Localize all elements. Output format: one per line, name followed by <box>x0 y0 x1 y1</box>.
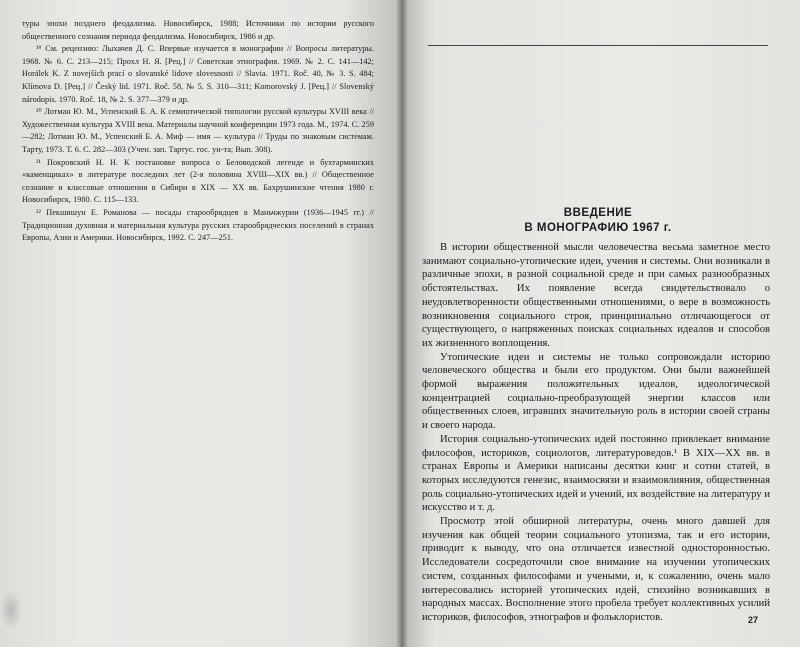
page-smudge <box>0 590 22 630</box>
footnote-continuation: туры эпохи позднего феодализма. Новосибирск, 1988; Источники по истории русского общественного сознания периода феодализма. Новосибирск, 1986 и др. <box>22 19 374 41</box>
footnote-19: ¹⁹ См. рецензию: Лыхачев Д. С. Впервые изучается в монографии // Вопросы литературы. 1968. № 6. С. 213—215; Прохл Н. Я. [Рец.] // Советская этнография. 1969. № 2. С. 141—142; Horálek K. Z novejších prací o slovanské lidove slovesnosti // Slavia. 1971. Roč. 40, № 3. S. 484; Klímova D. [Рец.] // Český lid. 1971. Roč. 58, № 5. S. 310—311; Komorovský J. [Рец.] // Slovenský národopis. 1970. Roč. 18, № 2. S. 377—379 и др. <box>22 44 374 104</box>
header-rule <box>428 45 768 46</box>
paragraph-2: Утопические идеи и системы не только сопровождали историю человеческого общества и были его продуктом. Они были важнейшей формой выражения положительных идеалов, идеологической концентрацией социально-преобразующей энергии классов или общественных слоев, игравших значительную роль в истории своей страны и своего народа. <box>422 351 770 432</box>
book-gutter <box>396 0 408 647</box>
page-number: 27 <box>748 615 759 625</box>
footnote-21: ²¹ Покровский Н. Н. К постановке вопроса о Беловодской легенде и бухтарминских «каменщиках» в литературе последних лет (2-я половина XVIII—XIX вв.) // Общественное сознание и классовые отношения в Сибири в XIX — XX вв. Бахрушинские чтения 1980 г. Новосибирск, 1980. С. 115—133. <box>22 157 374 205</box>
chapter-heading-line-2: В МОНОГРАФИЮ 1967 г. <box>524 222 672 234</box>
chapter-heading-line-1: ВВЕДЕНИЕ <box>563 207 633 219</box>
paragraph-3: История социально-утопических идей постоянно привлекает внимание философов, историков, социологов, литературоведов.¹ В XIX—XX вв. в странах Европы и Америки написаны десятки книг и сотни статей, в которых исследуются генезис, взаимосвязи и взаимовлияния, общественная роль социально-утопических идей и учений, их воздействие на литературу и искусство и т. д. <box>422 433 770 514</box>
paragraph-1: В истории общественной мысли человечества весьма заметное место занимают социально-утопические идеи, учения и системы. Они возникали в различные эпохи, в разной социальной среде и при самых разнообразных обстоятельствах. Их появление всегда свидетельствовало о неудовлетворенности общественными отношениями, о вере в возможность возникновения социального строя, принципиально отличающегося от существующего, о напряженных поисках социальных идеалов и способов их жизненного воплощения. <box>422 242 770 349</box>
footnote-22: ²² Пекшишун Е. Романова — посады старообрядцев в Маньчжурии (1936—1945 гг.) // Традиционная духовная и материальная культура русских старообрядческих поселений в странах Европы, Азии и Америки. Новосибирск, 1992. С. 247—251. <box>22 207 374 243</box>
chapter-heading <box>408 206 788 236</box>
body-text <box>422 241 770 625</box>
footnotes <box>22 18 374 245</box>
paragraph-4: Просмотр этой обширной литературы, очень много давшей для изучения как общей теории социального утопизма, так и его истории, приводит к выводу, что она отличается известной односторонностью. Исследователи сосредоточили свое внимание на изучении утопических систем, созданных философами и учеными, и, к сожалению, очень мало интересовались историей утопических идей, стихийно возникавших в народных массах. Восполнение этого пробела требует коллективных усилий историков, философов, этнографов и фольклористов. <box>422 516 770 623</box>
footnote-20: ²⁰ Лотман Ю. М., Успенский Б. А. К семиотической типологии русской культуры XVIII века // Художественная культура XVIII века. Материалы научной конференции 1973 года. М., 1974. С. 259—282; Лотман Ю. М., Успенский Б. А. Миф — имя — культура // Труды по знаковым системам. Тарту, 1973. Т. 6. С. 282—303 (Учен. зап. Тартус. гос. ун-та; Вып. 308). <box>22 107 374 154</box>
